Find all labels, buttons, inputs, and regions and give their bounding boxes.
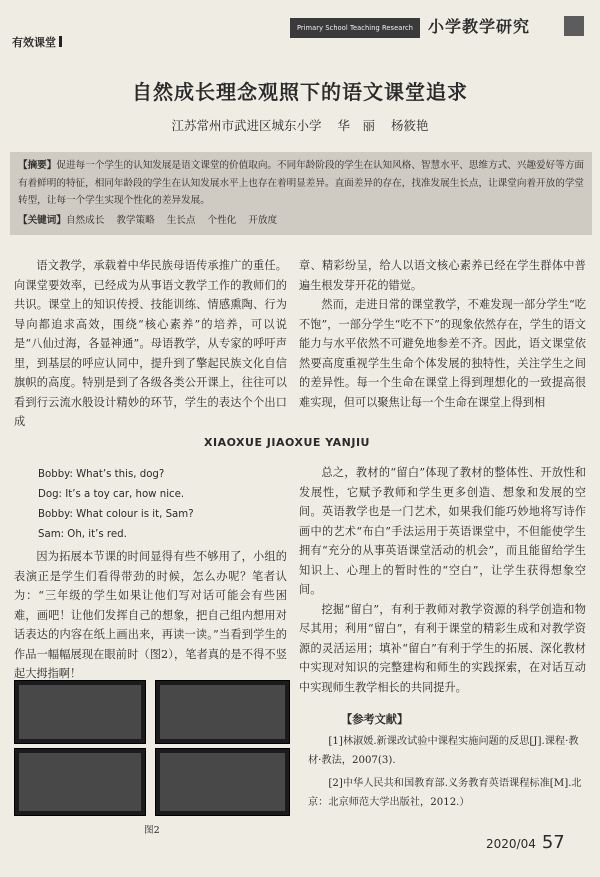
article-authors <box>0 116 600 134</box>
page-footer <box>486 832 565 853</box>
right-column-middle <box>299 463 586 697</box>
section-label <box>12 34 62 50</box>
page-number: 57 <box>541 832 565 853</box>
figure-photo <box>14 748 146 816</box>
journal-chinese-title: 小学教学研究 <box>428 17 531 36</box>
keyword: 自然成长 <box>65 214 105 226</box>
keywords <box>18 212 586 230</box>
body-paragraph: 因为拓展本节课的时间显得有些不够用了，小组的表演正是学生们看得带劲的时候，怎么办呢？笔者认为：“三年级的学生如果让他们写对话可能会有些困难，画吧！让他们发挥自己的想象，把自己组内想用对话表达的内容在纸上画出来，再读一读。”当看到学生的作品一幅幅展现在眼前时（图2），笔者真的是不得不竖起大拇指啊！ <box>14 550 287 680</box>
body-paragraph: 语文教学，承载着中华民族母语传承推广的重任。向课堂要效率，已经成为从事语文教学工作的教师们的共识。课堂上的知识传授、技能训练、情感熏陶、行为导向都追求高效，围绕“核心素养”的培养，可以说是“八仙过海，各显神通”。母语教学，从专家的呼吁声里，到基层的呼应认同中，提升到了擎起民族文化自信旗帜的高度。特别是到了各级各类公开课上，往往可以看到行云流水般设计精妙的环节，学生的表达个个出口成 <box>14 259 287 428</box>
figure-caption: 图2 <box>144 825 160 836</box>
abstract-text: 促进每一个学生的认知发展是语文课堂的价值取向。不同年龄阶段的学生在认知风格、智慧水平、思维方式、兴趣爱好等方面有着鲜明的特征，相同年龄段的学生在认知发展水平上也存在着明显差异。直面差异的存在，找准发展生长点，让课堂向着开放的学堂转型，让每一个学生实现个性化的差异发展。 <box>18 160 585 206</box>
keyword: 开放度 <box>248 214 278 226</box>
issue-date: 2020/04 <box>486 837 536 851</box>
author-name: 华 丽 <box>337 118 375 133</box>
header-square-marker <box>564 16 584 36</box>
figure-photo <box>14 680 146 744</box>
right-column-top <box>299 256 586 412</box>
references-title: 【参考文献】 <box>341 712 409 726</box>
dialog-line: Bobby: What colour is it, Sam? <box>38 509 194 520</box>
section-marker <box>59 36 62 47</box>
abstract <box>18 157 586 210</box>
section-label-text: 有效课堂 <box>12 36 56 49</box>
figure-photo <box>155 680 290 744</box>
body-paragraph: 总之，教材的“留白”体现了教材的整体性、开放性和发展性，它赋予教师和学生更多创造、想象和发展的空间。英语教学也是一门艺术，如果我们能巧妙地将写诗作画中的艺术“布白”手法运用于英语课堂中，不但能使学生拥有“充分的从事英语课堂活动的机会”，而且能留给学生知识上、心理上的暂时性的“空白”，让学生获得想象空间。 <box>299 466 586 596</box>
abstract-box <box>10 152 592 235</box>
article-title: 自然成长理念观照下的语文课堂追求 <box>132 80 468 104</box>
dialog-line: Dog: It’s a toy car, how nice. <box>38 489 185 500</box>
left-column-bottom <box>14 547 287 684</box>
keyword: 教学策略 <box>116 214 155 226</box>
abstract-label: 【摘要】 <box>18 160 57 171</box>
figure-photo <box>155 748 290 816</box>
journal-english-title: Primary School Teaching Research <box>290 18 420 38</box>
reference-item: [2]中华人民共和国教育部.义务教育英语课程标准[M].北京：北京师范大学出版社，2012.） <box>308 778 582 808</box>
running-head: XIAOXUE JIAOXUE YANJIU <box>204 436 370 449</box>
keywords-label: 【关键词】 <box>18 214 66 226</box>
dialog-block <box>38 465 288 545</box>
body-paragraph: 章、精彩纷呈，给人以语文核心素养已经在学生群体中普遍生根发芽开花的错觉。 <box>299 259 586 292</box>
author-affiliation: 江苏常州市武进区城东小学 <box>171 118 322 133</box>
reference-item: [1]林淑媛.新课改试验中课程实施问题的反思[J].课程·教材·教法，2007(3). <box>308 736 579 766</box>
dialog-line: Bobby: What’s this, dog? <box>38 469 165 480</box>
keyword: 个性化 <box>207 214 237 226</box>
author-name: 杨筱艳 <box>390 118 429 133</box>
keyword: 生长点 <box>166 214 196 226</box>
dialog-line: Sam: Oh, it’s red. <box>38 529 127 540</box>
body-paragraph: 挖掘“留白”，有利于教师对教学资源的科学创造和物尽其用；利用“留白”，有利于课堂的精彩生成和对教学资源的灵活运用；填补“留白”有利于学生的拓展、深化教材中实现对知识的完整建构和师生的实践探索，在对话互动中实现师生教学相长的共同提升。 <box>299 602 586 694</box>
left-column-top <box>14 256 287 432</box>
body-paragraph: 然而，走进日常的课堂教学，不难发现一部分学生“吃不饱”，一部分学生“吃不下”的现象依然存在，学生的语文能力与水平依然不可避免地参差不齐。因此，语文课堂依然要高度重视学生生命个体发展的独特性，关注学生之间的差异性。每一个生命在课堂上得到理想化的一致提高很难实现，但可以聚焦让每一个生命在课堂上得到相 <box>299 298 586 409</box>
references-list <box>308 732 586 812</box>
